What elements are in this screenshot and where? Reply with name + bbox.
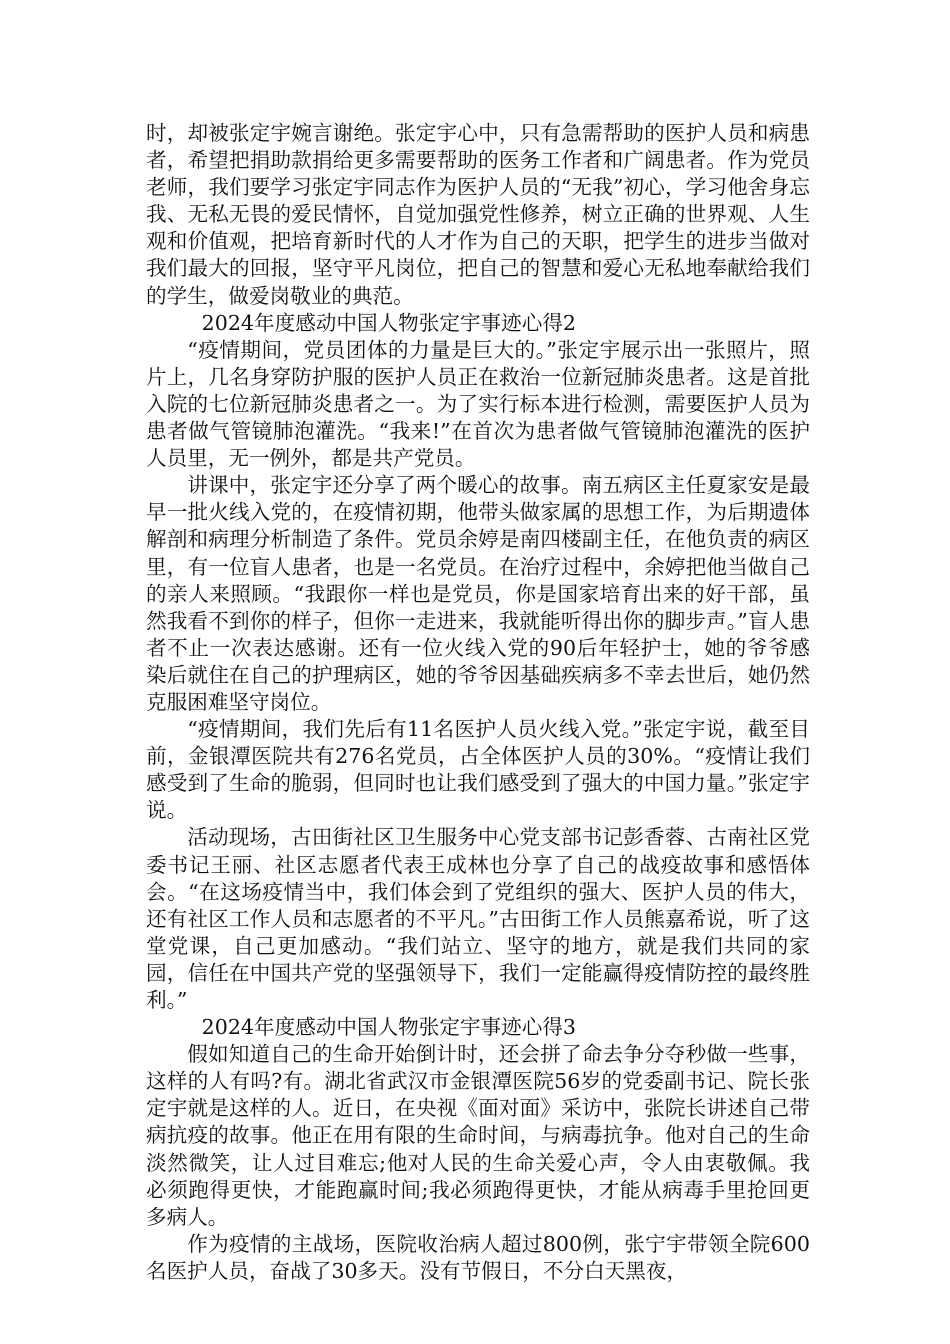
section-heading-2: 2024年度感动中国人物张定宇事迹心得2: [201, 310, 577, 335]
paragraph: 讲课中，张定宇还分享了两个暖心的故事。南五病区主任夏家安是最早一批火线入党的，在疫情初期，他带头做家属的思想工作，为后期遗体解剖和病理分析制造了条件。党员余婷是南四楼副主任，在他负责的病区里，有一位盲人患者，也是一名党员。在治疗过程中，余婷把他当做自己的亲人来照顾。“我跟你一样也是党员，你是国家培育出来的好干部，虽然我看不到你的样子，但你一走进来，我就能听得出你的脚步声。”盲人患者不止一次表达感谢。还有一位火线入党的90后年轻护士，她的爷爷感染后就住在自己的护理病区，她的爷爷因基础疾病多不幸去世后，她仍然克服困难坚守岗位。: [146, 473, 810, 714]
document-page: [146, 120, 810, 1285]
paragraph: 作为疫情的主战场，医院收治病人超过800例，张宁宇带领全院600名医护人员，奋战了30多天。没有节假日，不分白天黑夜，: [146, 1231, 810, 1283]
paragraph: 活动现场，古田街社区卫生服务中心党支部书记彭香蓉、古南社区党委书记王丽、社区志愿者代表王成林也分享了自己的战疫故事和感悟体会。“在这场疫情当中，我们体会到了党组织的强大、医护人员的伟大，还有社区工作人员和志愿者的不平凡。”古田街工作人员熊嘉希说，听了这堂党课，自己更加感动。“我们站立、坚守的地方，就是我们共同的家园，信任在中国共产党的坚强领导下，我们一定能赢得疫情防控的最终胜利。”: [146, 825, 810, 1012]
section-heading-3: 2024年度感动中国人物张定宇事迹心得3: [201, 1015, 577, 1040]
paragraph-continued: 时，却被张定宇婉言谢绝。张定宇心中，只有急需帮助的医护人员和病患者，希望把捐助款捐给更多需要帮助的医务工作者和广阔患者。作为党员老师，我们要学习张定宇同志作为医护人员的“无我”初心，学习他舍身忘我、无私无畏的爱民情怀，自觉加强党性修养，树立正确的世界观、人生观和价值观，把培育新时代的人才作为自己的天职，把学生的进步当做对我们最大的回报，坚守平凡岗位，把自己的智慧和爱心无私地奉献给我们的学生，做爱岗敬业的典范。: [146, 121, 810, 308]
paragraph: “疫情期间，我们先后有11名医护人员火线入党。”张定宇说，截至目前，金银潭医院共有276名党员，占全体医护人员的30%。“疫情让我们感受到了生命的脆弱，但同时也让我们感受到了强大的中国力量。”张定宇说。: [146, 717, 810, 823]
paragraph: “疫情期间，党员团体的力量是巨大的。”张定宇展示出一张照片，照片上，几名身穿防护服的医护人员正在救治一位新冠肺炎患者。这是首批入院的七位新冠肺炎患者之一。为了实行标本进行检测，需要医护人员为患者做气管镜肺泡灌洗。“我来!”在首次为患者做气管镜肺泡灌洗的医护人员里，无一例外，都是共产党员。: [146, 337, 810, 471]
paragraph: 假如知道自己的生命开始倒计时，还会拼了命去争分夺秒做一些事，这样的人有吗?有。湖北省武汉市金银潭医院56岁的党委副书记、院长张定宇就是这样的人。近日，在央视《面对面》采访中，张院长讲述自己带病抗疫的故事。他正在用有限的生命时间，与病毒抗争。他对自己的生命淡然微笑，让人过目难忘;他对人民的生命关爱心声，令人由衷敬佩。我必须跑得更快，才能跑赢时间;我必须跑得更快，才能从病毒手里抢回更多病人。: [146, 1042, 810, 1229]
